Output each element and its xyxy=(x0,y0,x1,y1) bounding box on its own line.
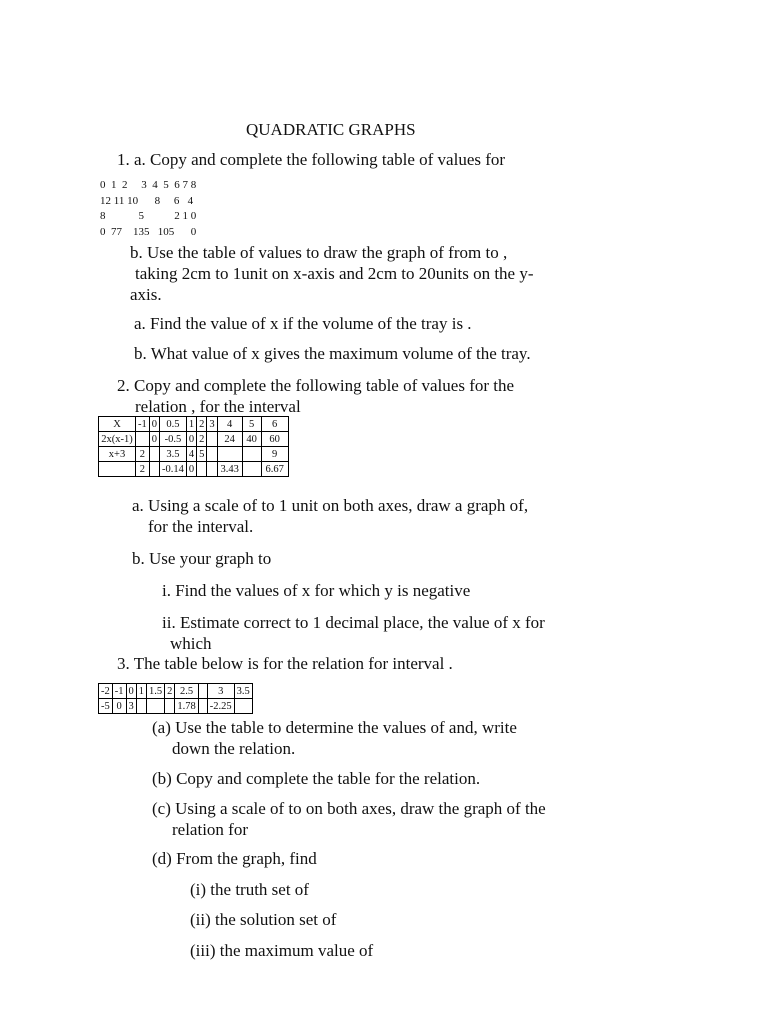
q2-a-line2: for the interval. xyxy=(148,517,254,536)
table-cell: 0 xyxy=(149,432,159,447)
table-cell: 3.5 xyxy=(234,684,252,699)
table-cell xyxy=(207,432,217,447)
table-cell: 2x(x-1) xyxy=(99,432,136,447)
table-cell xyxy=(207,462,217,477)
table-cell: 6 xyxy=(261,417,288,432)
q1-values-table xyxy=(100,178,196,240)
q2-line2: relation , for the interval xyxy=(135,397,301,416)
table-cell: 24 xyxy=(217,432,242,447)
table-cell: 4 xyxy=(217,417,242,432)
table-cell xyxy=(149,462,159,477)
q2-b-ii-line2: which xyxy=(170,634,212,653)
table-cell xyxy=(136,432,150,447)
table-cell xyxy=(217,447,242,462)
q2-values-table xyxy=(98,416,289,477)
q3-c-line2: relation for xyxy=(172,820,248,839)
table-cell: 40 xyxy=(242,432,261,447)
q3-b: (b) Copy and complete the table for the relation. xyxy=(152,769,481,788)
table-cell: 0.5 xyxy=(160,417,187,432)
table-row xyxy=(99,432,289,447)
q1-b-line3: axis. xyxy=(130,285,162,304)
table-cell xyxy=(242,447,261,462)
table-cell xyxy=(242,462,261,477)
table-cell: 1 xyxy=(186,417,196,432)
q1-b-line2: taking 2cm to 1unit on x-axis and 2cm to 20units on the y- xyxy=(135,264,534,283)
table-cell: 0 xyxy=(186,462,196,477)
table-row xyxy=(99,684,253,699)
table-row xyxy=(99,462,289,477)
table-cell: -5 xyxy=(99,699,113,714)
table-cell xyxy=(147,699,165,714)
table-cell: 2 xyxy=(136,447,150,462)
table-cell: x+3 xyxy=(99,447,136,462)
table-cell: 3.5 xyxy=(160,447,187,462)
q3-values-table xyxy=(98,683,253,714)
table-row xyxy=(99,447,289,462)
table-cell: 3 xyxy=(126,699,136,714)
q1-sub-b: b. What value of x gives the maximum volume of the tray. xyxy=(134,344,531,363)
table-cell xyxy=(136,699,146,714)
q1-b-line1: b. Use the table of values to draw the graph of from to , xyxy=(130,243,508,262)
q1-instruction: 1. a. Copy and complete the following table of values for xyxy=(117,150,506,169)
table-cell: 2 xyxy=(136,462,150,477)
q3-a-line1: (a) Use the table to determine the values of and, write xyxy=(152,718,517,737)
table-cell: 5 xyxy=(197,447,207,462)
table-cell: 0 xyxy=(126,684,136,699)
q3-a-line2: down the relation. xyxy=(172,739,296,758)
table-cell: 60 xyxy=(261,432,288,447)
table-cell: 3 xyxy=(207,684,234,699)
table-cell: 0 xyxy=(149,417,159,432)
q3-line1: 3. The table below is for the relation for interval . xyxy=(117,654,453,673)
table-row xyxy=(99,699,253,714)
table-cell: 3 xyxy=(207,417,217,432)
table-cell: 1.78 xyxy=(175,699,198,714)
q3-d-ii: (ii) the solution set of xyxy=(190,910,337,929)
table-cell xyxy=(234,699,252,714)
table-cell: -2 xyxy=(99,684,113,699)
table-row xyxy=(99,417,289,432)
table-cell xyxy=(99,462,136,477)
page-title: QUADRATIC GRAPHS xyxy=(246,120,416,139)
q2-b: b. Use your graph to xyxy=(132,549,272,568)
q1-table-row: 12 11 10 8 6 4 xyxy=(100,194,194,207)
table-cell: 4 xyxy=(186,447,196,462)
table-cell: 2.5 xyxy=(175,684,198,699)
table-cell: -2.25 xyxy=(207,699,234,714)
q1-table-row: 0 77 135 105 0 xyxy=(100,225,197,238)
q3-d-iii: (iii) the maximum value of xyxy=(190,941,374,960)
table-cell: 2 xyxy=(165,684,175,699)
q1-table-row: 0 1 2 3 4 5 6 7 8 xyxy=(100,179,197,191)
q1-sub-a: a. Find the value of x if the volume of the tray is . xyxy=(134,314,472,333)
table-cell: X xyxy=(99,417,136,432)
table-cell: 2 xyxy=(197,417,207,432)
table-cell: -0.14 xyxy=(160,462,187,477)
table-cell: 1 xyxy=(136,684,146,699)
table-cell: 3.43 xyxy=(217,462,242,477)
q2-a-line1: a. Using a scale of to 1 unit on both axes, draw a graph of, xyxy=(132,496,529,515)
table-cell: 0 xyxy=(186,432,196,447)
table-cell xyxy=(197,462,207,477)
q1-table-row: 8 5 2 1 0 xyxy=(100,210,197,222)
table-cell: 2 xyxy=(197,432,207,447)
table-cell: 9 xyxy=(261,447,288,462)
q3-d: (d) From the graph, find xyxy=(152,849,317,868)
table-cell xyxy=(165,699,175,714)
table-cell: -1 xyxy=(112,684,126,699)
table-cell: 5 xyxy=(242,417,261,432)
q2-b-i: i. Find the values of x for which y is negative xyxy=(162,581,471,600)
table-cell: -0.5 xyxy=(160,432,187,447)
table-cell: 0 xyxy=(112,699,126,714)
table-cell xyxy=(149,447,159,462)
table-cell: 1.5 xyxy=(147,684,165,699)
q3-d-i: (i) the truth set of xyxy=(190,880,309,899)
q2-b-ii-line1: ii. Estimate correct to 1 decimal place, the value of x for xyxy=(162,613,545,632)
table-cell: 6.67 xyxy=(261,462,288,477)
table-cell xyxy=(198,684,207,699)
q2-line1: 2. Copy and complete the following table of values for the xyxy=(117,376,515,395)
q3-c-line1: (c) Using a scale of to on both axes, draw the graph of the xyxy=(152,799,546,818)
table-cell: -1 xyxy=(136,417,150,432)
table-cell xyxy=(198,699,207,714)
table-cell xyxy=(207,447,217,462)
